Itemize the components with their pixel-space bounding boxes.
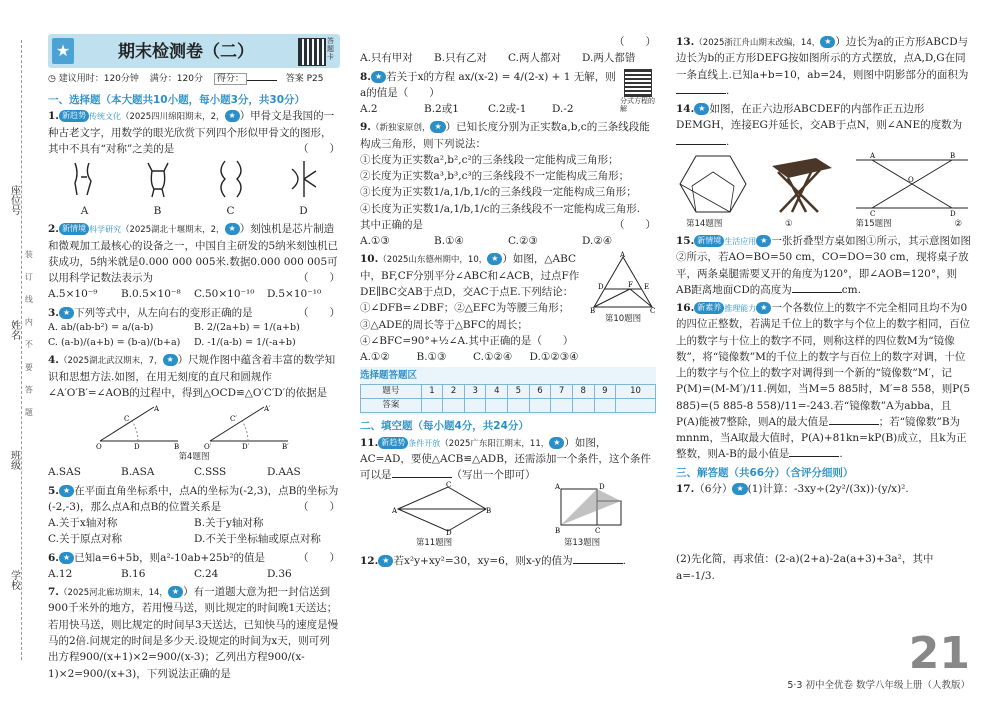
column-2 [360,34,656,571]
q4-caption: 第4题图 [178,452,210,463]
class-label: 班级 [8,450,20,470]
q9-options: A.①③ B.①④ C.②③ D.②④ [360,235,613,248]
qr-label: 分式方程的解 [620,96,655,113]
angle-figure-2 [204,401,294,452]
q12-blank[interactable] [573,553,623,564]
section3-heading: 三、解答题（共66分）（含评分细则） [676,466,854,479]
svg-text:C: C [594,527,600,536]
q17-workspace[interactable] [676,497,972,551]
q4-figure [48,401,340,451]
qr-code-icon[interactable] [624,69,652,97]
q16-blank-2[interactable] [789,446,839,457]
hexagon-figure-14 [676,152,750,216]
score-label: 满分：120分 [149,74,203,84]
column-3 [676,34,972,586]
page-number: 21 [908,628,970,679]
seal-dashed-line [21,40,22,660]
q17-part2: (2)先化简，再求值：(2-a)(2+a)-2a(a+3)+3a²，其中a=-1/3. [676,553,934,582]
scan-label: 答题卡 [327,37,334,61]
svg-text:B: B [590,307,596,316]
oracle-figure-d [286,159,322,199]
name-label: 姓名 [8,320,20,340]
oracle-figure-c [213,159,249,199]
question-8: 8. ★ 若关于x的方程 ax/(x-2) = 4/(2-x) + 1 无解，则a的值是（ ） 分式方程的解 A.2 B.2或1 C.2或-1 D.-2 [360,69,656,118]
info-row [48,70,340,87]
angle-figure-1 [94,401,184,452]
question-9: 9.（新独家原创， ★ ）已知长度分别为正实数a,b,c的三条线段能构成三角形，则下列说法： ①长度为正实数a²,b²,c²的三条线段一定能构成三角形； ②长度为正实数a³,b³,c³的三条线段不一定能构成三角形； ③长度为正实数1/a,1/b,1/c的三条线段一定能构成三角形； ④长度为正实数1/a,1/b,1/c的三条线段不一定能构成三角形. 其中正确的是 （ ） A.①③ B.①④ C.②③ D.②④ [360,119,656,249]
q13-caption: 第13题图 [563,538,601,549]
q15-caption: 第15题图 [855,218,892,229]
answer-area [360,367,656,415]
question-7-start: 7.（2025河北廊坊期末，14， ★ ）有一道题大意为把一封信送到900千米外的地方，若用慢马送，则比规定的时间晚1天送达；若用快马送，则比规定的时间早3天送达，已知快马的速度是慢马的2倍.问规定的时间是多少天.设规定的时间为x天，则可列出方程900/(x+1)×2=900/(x-3)；乙列出方程900/(x-1)×2=900/(x+3)，下列说法正确的是 [48,586,339,680]
question-2: 2. 新情境 科学研究（2025湖北十堰期末，2， ★ ）刻蚀机是芯片制造和微观加工最核心的设备之一，中国自主研发的5纳米刻蚀机已获成功，5纳米就是0.000 000 005米.数据0.000 000 005可以用科学记数法表示为 （ ） A.5×10⁻⁹ B.0.5×10⁻⁸ C.50×10⁻¹⁰ D.5×10⁻¹⁰ [48,221,340,302]
school-label: 学校 [8,570,20,590]
page-title: 期末检测卷（二） [118,42,254,62]
q7-options: A.只有甲对 B.只有乙对 C.两人都对 D.两人都错 [360,52,636,65]
svg-text:B: B [485,507,491,516]
svg-text:O: O [908,175,914,184]
svg-text:D: D [598,483,605,492]
time-label: 建议用时：120分钟 [58,74,139,84]
svg-text:F: F [628,281,633,290]
footer-text: 5·3 初中全优卷 数学八年级上册（人教版） [787,680,970,691]
question-10: 10.（2025山东德州期中，10， ★ ）如图，△ABC中，BF,CF分别平分∠ABC和∠ACB，过点F作DE∥BC交AB于点D，交AC于点E.下列结论：①∠DFB=∠DBF；②△EFC为等腰三角形；③△ADE的周长等于△BFC的周长；④∠BFC=90°+½∠A.其中正确的是（ ） A B C D E F 第10题图 A.①② B.①③ C.①②④ D.①②③④ [360,251,656,365]
q10-options: A.①② B.①③ C.①②④ D.①②③④ [360,351,579,364]
svg-text:C′: C′ [230,415,237,424]
q9-item: ④长度为正实数1/a,1/b,1/c的三条线段不一定能构成三角形. [360,202,641,215]
question-4: 4.（2025湖北武汉期末，7， ★ ）尺规作图中蕴含着丰富的数学知识和思想方法.如图，在用无刻度的直尺和圆规作∠A′O′B′=∠AOB的过程中，得到△OCD≌△O′C′D′的依据是 O D B C A O′ D′ B′ C′ A′ 第4题图 A.SAS B.ASA C.SSS D.AAS [48,352,340,480]
q11-caption: 第11题图 [415,538,453,549]
q15-blank[interactable] [792,282,842,293]
question-14: 14. ★ 如图，在正六边形ABCDEF的内部作正五边形DEMGH，连接EG并延长，交AB于点N，则∠ANE的度数为. A B O C D 第14题图 ① 第15题图 ② [676,101,972,231]
tag-badge: 新趋势 [59,110,89,122]
svg-text:A: A [870,151,876,160]
svg-text:A′: A′ [264,405,271,414]
q10-caption: 第10题图 [604,314,642,325]
svg-text:C: C [124,415,130,424]
svg-text:C: C [445,481,451,490]
question-13: 13.（2025浙江舟山期末改编，14， ★ ）边长为a的正方形ABCD与边长为b的正方形DEFG按如图所示的方式摆放，点A,D,G在同一条直线上.已知a+b=10，ab=24，则图中阴影部分的面积为. [676,36,969,97]
svg-text:C: C [650,307,656,316]
svg-text:D′: D′ [242,443,250,452]
question-17: 17.（6分） ★ (1)计算：-3xy÷(2y²/(3x))·(y/x)². (2)先化简，再求值：(2-a)(2+a)-2a(a+3)+3a²，其中a=-1/3. [676,481,972,584]
star-icon: ★ [52,38,74,64]
q5-options: A.关于x轴对称 B.关于y轴对称 C.关于原点对称 D.不关于坐标轴或原点对称 [48,517,321,546]
svg-text:B: B [950,151,956,160]
qr-code-icon[interactable] [298,38,326,66]
svg-text:D: D [134,443,140,452]
answer-area-heading: 选择题答题区 [360,370,418,382]
q14-15-figures [676,152,972,218]
svg-text:A: A [154,405,160,414]
binding-margin [0,0,34,704]
seal-line-label: 装 订 线 内 不 要 答 题 [24,250,34,422]
q1-options: A B C D [80,205,308,218]
question-15: 15. 新情境 生活应用 ★ 一张折叠型方桌如图①所示，其示意图如图②所示，若AO=BO=50 cm，CO=DO=30 cm，现将桌子放平，两条桌腿需要叉开的角度为120°，即∠AOB=120°，则AB距离地面CD的高度为 cm. [676,235,971,296]
q4-options: A.SAS B.ASA C.SSS D.AAS [48,466,301,479]
section2-heading: 二、填空题（每小题4分，共24分） [360,420,529,433]
question-16: 16. 新素养 推理能力 ★ 一个各数位上的数字不完全相同且均不为0的四位正整数，若满足千位上的数字与个位上的数字相同，百位上的数字与十位上的数字不同，则称这样的四位数M为“镜像数”，将“镜像数”M的千位上的数字与百位上的数字对调，十位上的数字与个位上的数字对调得到一个新的“镜像数”M′，记P(M)=(M-M′)/11.例如，当M=5 885时，M′=8 558，则P(5 885)=(5 885-8 558)/11=-243.若“镜像数”A为abba，且P(A)能被7整除，则A的最大值是 ；若“镜像数”B为mnnm，当A取最大值时，P(A)+81kn=kP(B)成立，且k为正整数，则A-B的最小值是 . [676,302,971,461]
svg-text:O: O [96,443,102,452]
oracle-figure-a [67,159,103,199]
question-6: 6. ★ 已知a=6+5b，则a²-10ab+25b²的值是 （ ） A.12 B.16 C.24 D.36 [48,550,340,583]
table-figure-15-1 [766,152,836,216]
question-1: 1. 新趋势 传统文化（2025四川绵阳期末，2， ★ ）甲骨文是我国的一种古老文字，用数学的眼光欣赏下列四个形似甲骨文的图形，其中不具有“对称”之美的是 （ ） A B C D [48,108,340,219]
triangle-figure-10 [590,251,656,316]
q11-figures [360,483,656,537]
title-bar [48,34,340,68]
svg-text:A: A [391,507,397,516]
q11-blank[interactable] [392,467,452,478]
svg-text:A: A [554,483,560,492]
question-7-options: （ ） A.只有甲对 B.只有乙对 C.两人都对 D.两人都错 [360,34,656,67]
svg-text:D: D [950,209,956,218]
question-11: 11. 新趋势 条件开放（2025广东阳江期末，11， ★ ）如图，AC=AD，要使△ACB≌△ADB，还需添加一个条件，这个条件可以是 （写出一个即可） A C B D A B C D 第11题图 第13题图 [360,435,656,551]
table-figure-15-2 [852,152,972,216]
kite-figure-11 [391,481,492,538]
clock-icon: ◷ [48,74,56,84]
q8-options: A.2 B.2或1 C.2或-1 D.-2 [360,103,574,116]
svg-text:E: E [644,283,650,292]
q16-blank-1[interactable] [829,414,879,425]
got-label: 得分： [214,73,247,85]
q14-caption: 第14题图 [686,218,723,229]
q9-item: ②长度为正实数a³,b³,c³的三条线段不一定能构成三角形； [360,170,630,183]
q13-blank[interactable] [676,83,726,94]
oracle-figure-b [140,159,176,199]
seat-label: 座位号 [8,185,20,215]
svg-text:C: C [870,209,876,218]
section1-heading: 一、选择题（本大题共10小题，每小题3分，共30分） [48,94,306,106]
q3-options: A. ab/(ab-b²) = a/(a-b) B. 2/(2a+b) = 1/(a+b) C. (a-b)/(a+b) = (b-a)/(b+a) D. -1/(a-b) = 1/(-a+b) [48,321,300,348]
svg-text:B′: B′ [282,443,289,452]
q9-item: ③长度为正实数1/a,1/b,1/c的三条线段一定能构成三角形； [360,186,637,199]
answer-table: 题号 1 2 3 4 5 6 7 8 9 10 答案 [360,384,656,413]
question-3: 3. ★ 下列等式中，从左向右的变形正确的是 （ ） A. ab/(ab-b²) = a/(a-b) B. 2/(2a+b) = 1/(a+b) C. (a-b)/(a+b) = (b-a)/(b+a) D. -1/(a-b) = 1/(-a+b) [48,305,340,351]
svg-text:O′: O′ [204,443,212,452]
svg-text:A: A [620,251,626,260]
q14-blank[interactable] [676,134,726,145]
q6-options: A.12 B.16 C.24 D.36 [48,567,292,580]
q1-figures [48,159,340,203]
svg-text:D: D [445,529,452,538]
question-12: 12. ★ 若x²y+xy²=30，xy=6，则x-y的值为 . [360,554,626,567]
svg-text:B: B [554,527,560,536]
column-1 [48,92,340,680]
answer-ref: 答案 P25 [285,74,324,84]
squares-figure-13 [555,483,625,535]
q9-item: ①长度为正实数a²,b²,c²的三条线段一定能构成三角形； [360,153,619,166]
question-5: 5. ★ 在平面直角坐标系中，点A的坐标为(-2,3)，点B的坐标为(-2,-3)，那么点A和点B的位置关系是 （ ） A.关于x轴对称 B.关于y轴对称 C.关于原点对称 D.不关于坐标轴或原点对称 [48,483,340,548]
q2-options: A.5×10⁻⁹ B.0.5×10⁻⁸ C.50×10⁻¹⁰ D.5×10⁻¹⁰ [48,288,322,301]
svg-text:B: B [174,443,180,452]
svg-text:D: D [598,283,604,292]
